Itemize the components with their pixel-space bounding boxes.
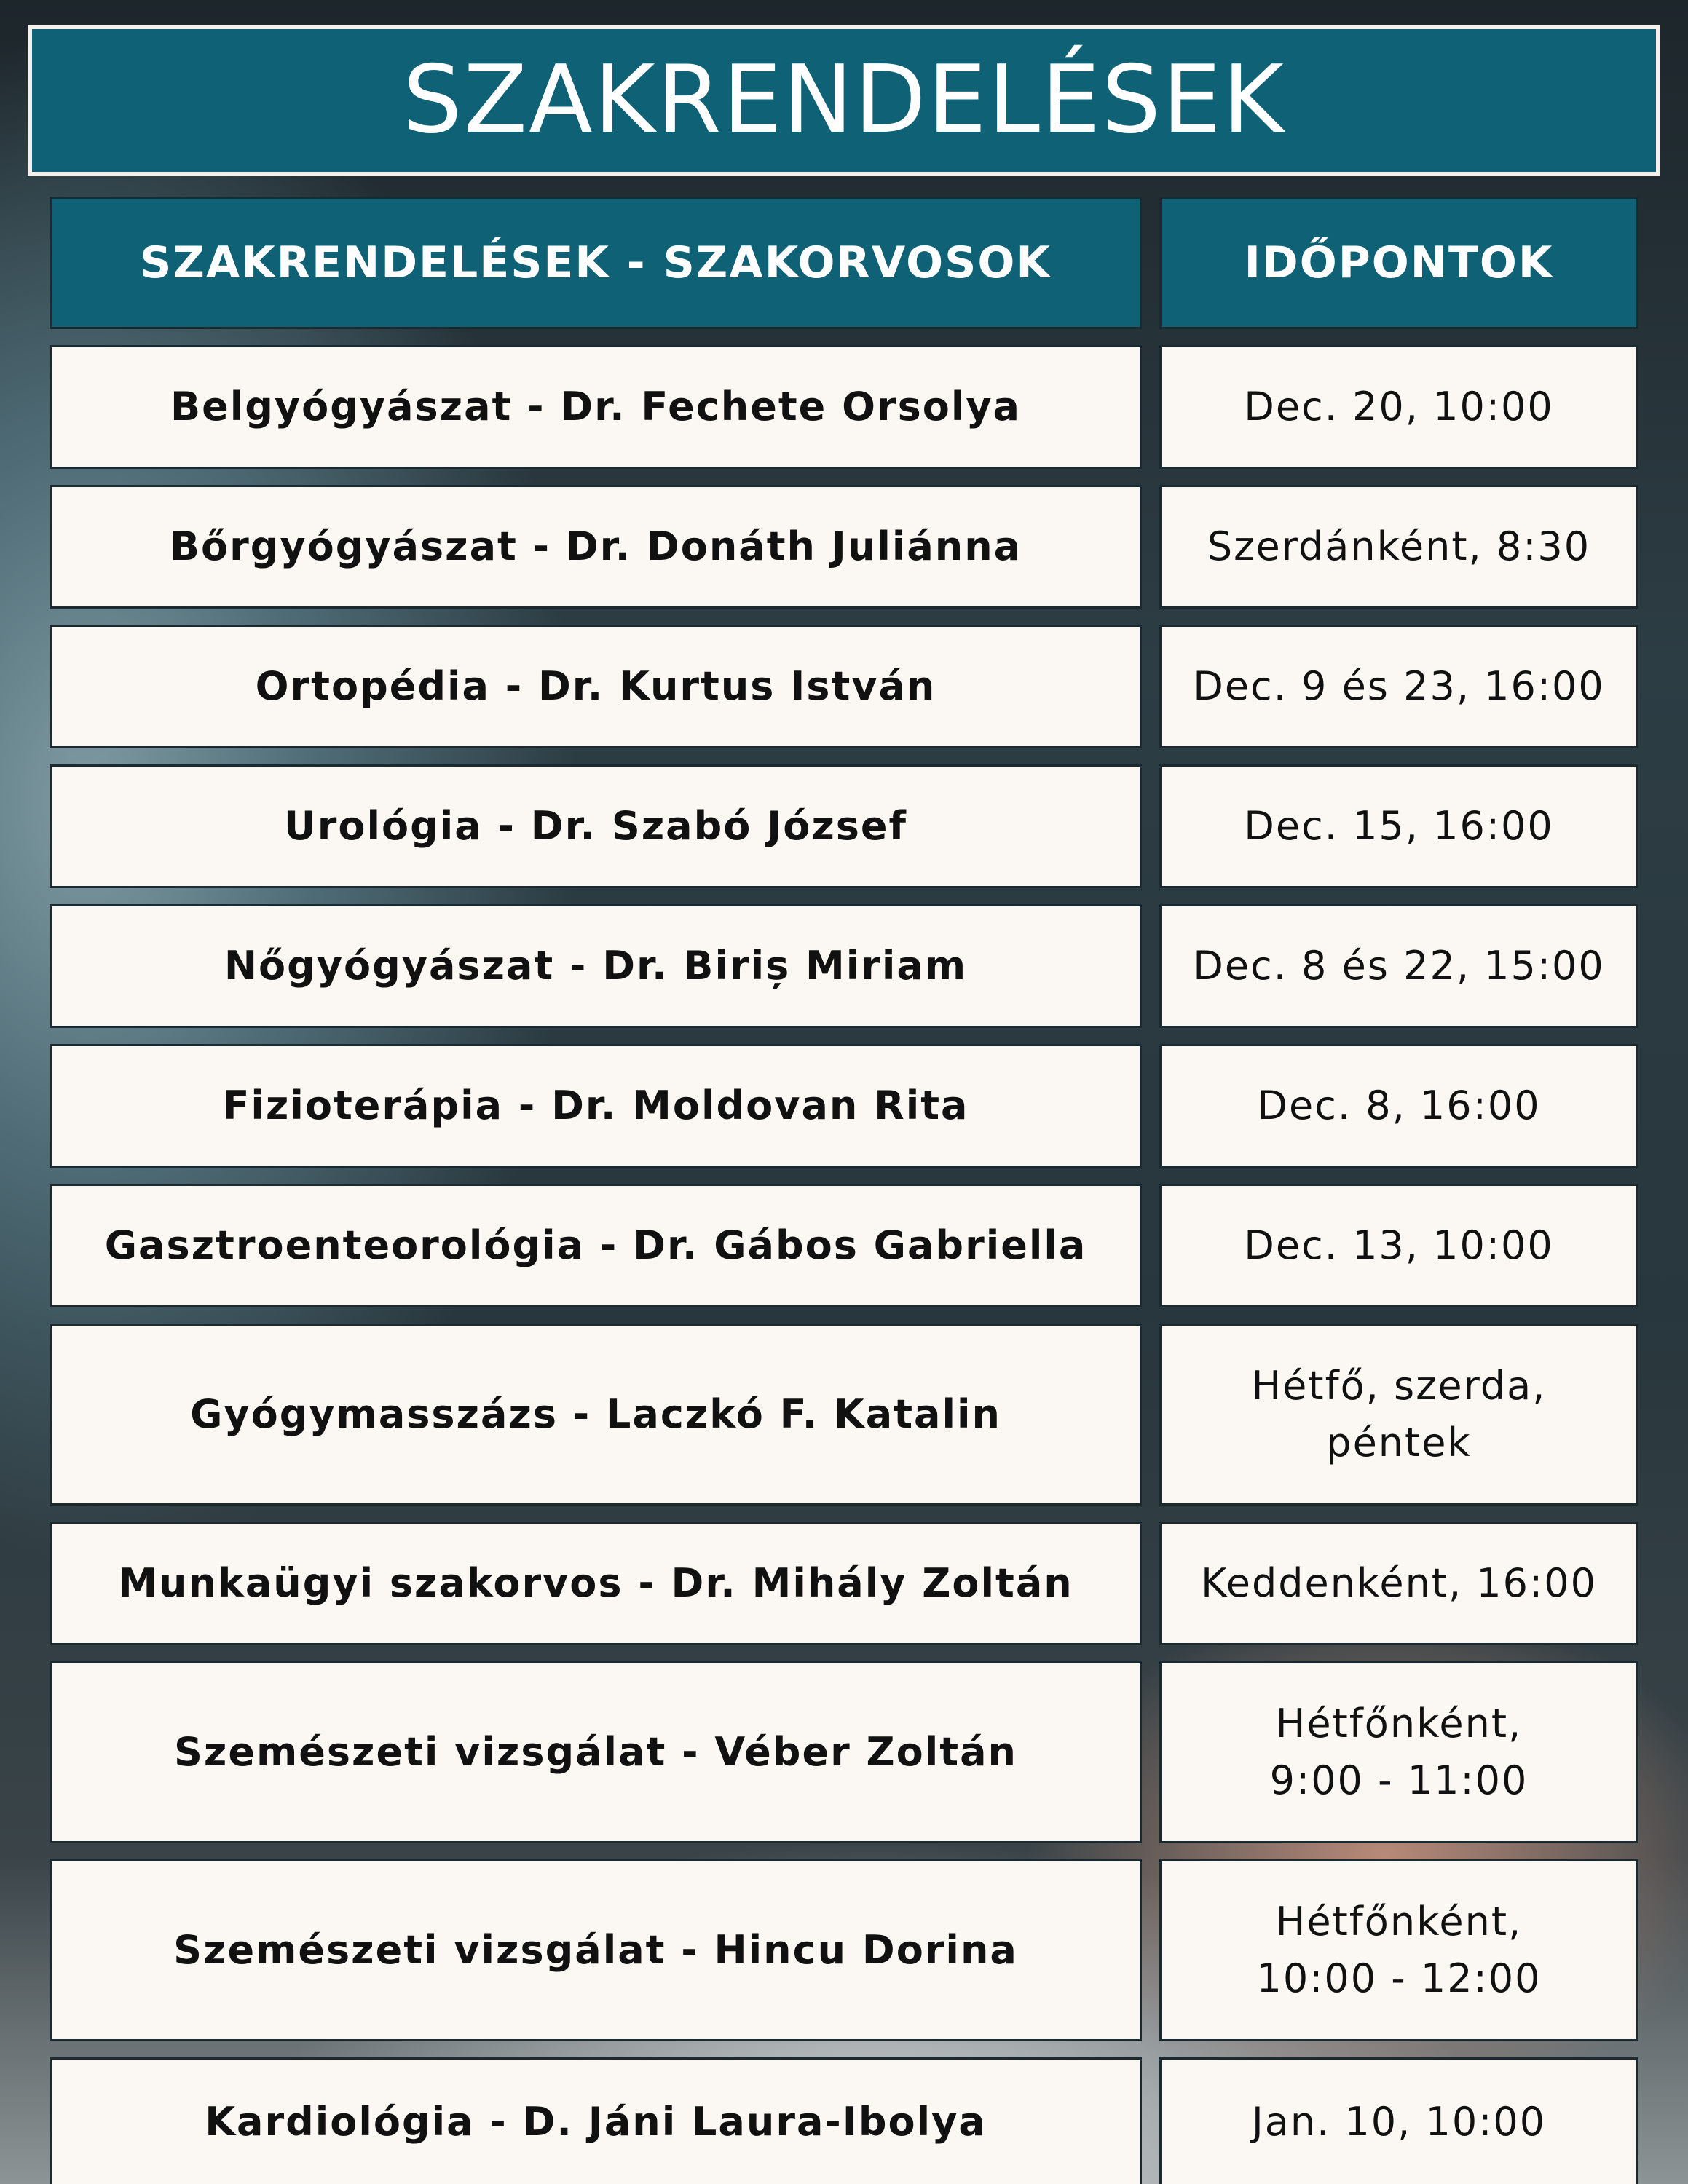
specialty-text: Gyógymasszázs - Laczkó F. Katalin <box>190 1391 1001 1437</box>
specialty-text: Nőgyógyászat - Dr. Biriș Miriam <box>224 943 968 989</box>
table-row-time <box>1159 345 1638 469</box>
time-text-line: 9:00 - 11:00 <box>1269 1757 1529 1803</box>
table-row-specialty <box>50 1661 1142 1843</box>
table-row-specialty <box>50 485 1142 609</box>
time-text: Dec. 9 és 23, 16:00 <box>1193 663 1605 709</box>
table-row-time <box>1159 485 1638 609</box>
time-text: Dec. 8 és 22, 15:00 <box>1193 943 1605 989</box>
table-row-time <box>1159 2057 1638 2184</box>
title-banner <box>28 25 1660 176</box>
table-row-time <box>1159 1661 1638 1843</box>
page-title: SZAKRENDELÉSEK <box>403 46 1285 154</box>
header-times-label: IDŐPONTOK <box>1244 237 1554 288</box>
time-text-line: 10:00 - 12:00 <box>1256 1955 1542 2001</box>
table-row-specialty <box>50 1044 1142 1168</box>
table-row-specialty <box>50 2057 1142 2184</box>
time-text-line: Hétfőnként, <box>1275 1701 1523 1746</box>
table-row-specialty <box>50 625 1142 748</box>
table-row-time <box>1159 1522 1638 1645</box>
specialty-text: Munkaügyi szakorvos - Dr. Mihály Zoltán <box>118 1560 1073 1606</box>
time-text: Dec. 15, 16:00 <box>1244 803 1554 849</box>
table-row-time <box>1159 1184 1638 1307</box>
header-specialties <box>50 197 1142 329</box>
time-text: Szerdánként, 8:30 <box>1207 523 1591 569</box>
specialty-text: Urológia - Dr. Szabó József <box>283 803 908 849</box>
specialty-text: Fizioterápia - Dr. Moldovan Rita <box>222 1083 969 1128</box>
time-text: Keddenként, 16:00 <box>1201 1560 1597 1606</box>
time-text-line: Hétfő, szerda, <box>1251 1363 1547 1409</box>
time-text-line: Hétfőnként, <box>1275 1899 1523 1944</box>
table-row-specialty <box>50 1324 1142 1506</box>
table-row-time <box>1159 904 1638 1028</box>
table-row-specialty <box>50 1859 1142 2041</box>
table-row-time <box>1159 1044 1638 1168</box>
table-row-specialty <box>50 1522 1142 1645</box>
time-text-line: péntek <box>1326 1420 1472 1465</box>
specialty-text: Kardiológia - D. Jáni Laura-Ibolya <box>205 2098 987 2145</box>
specialty-text: Ortopédia - Dr. Kurtus István <box>255 663 936 709</box>
table-row-time <box>1159 764 1638 888</box>
specialty-text: Szemészeti vizsgálat - Véber Zoltán <box>174 1729 1017 1775</box>
table-row-specialty <box>50 764 1142 888</box>
table-row-specialty <box>50 345 1142 469</box>
time-text: Dec. 20, 10:00 <box>1244 384 1554 430</box>
specialty-text: Belgyógyászat - Dr. Fechete Orsolya <box>170 384 1021 430</box>
specialty-text: Gasztroenteorológia - Dr. Gábos Gabriella <box>104 1222 1087 1268</box>
table-row-specialty <box>50 1184 1142 1307</box>
table-row-time <box>1159 625 1638 748</box>
time-text: Dec. 13, 10:00 <box>1244 1222 1554 1268</box>
time-text: Dec. 8, 16:00 <box>1257 1083 1541 1128</box>
table-row-time <box>1159 1859 1638 2041</box>
time-text: Jan. 10, 10:00 <box>1251 2098 1547 2145</box>
table-row-specialty <box>50 904 1142 1028</box>
specialty-text: Szemészeti vizsgálat - Hincu Dorina <box>173 1927 1018 1973</box>
header-specialties-label: SZAKRENDELÉSEK - SZAKORVOSOK <box>140 237 1052 288</box>
header-times <box>1159 197 1638 329</box>
table-row-time <box>1159 1324 1638 1506</box>
specialty-text: Bőrgyógyászat - Dr. Donáth Juliánna <box>169 523 1022 569</box>
